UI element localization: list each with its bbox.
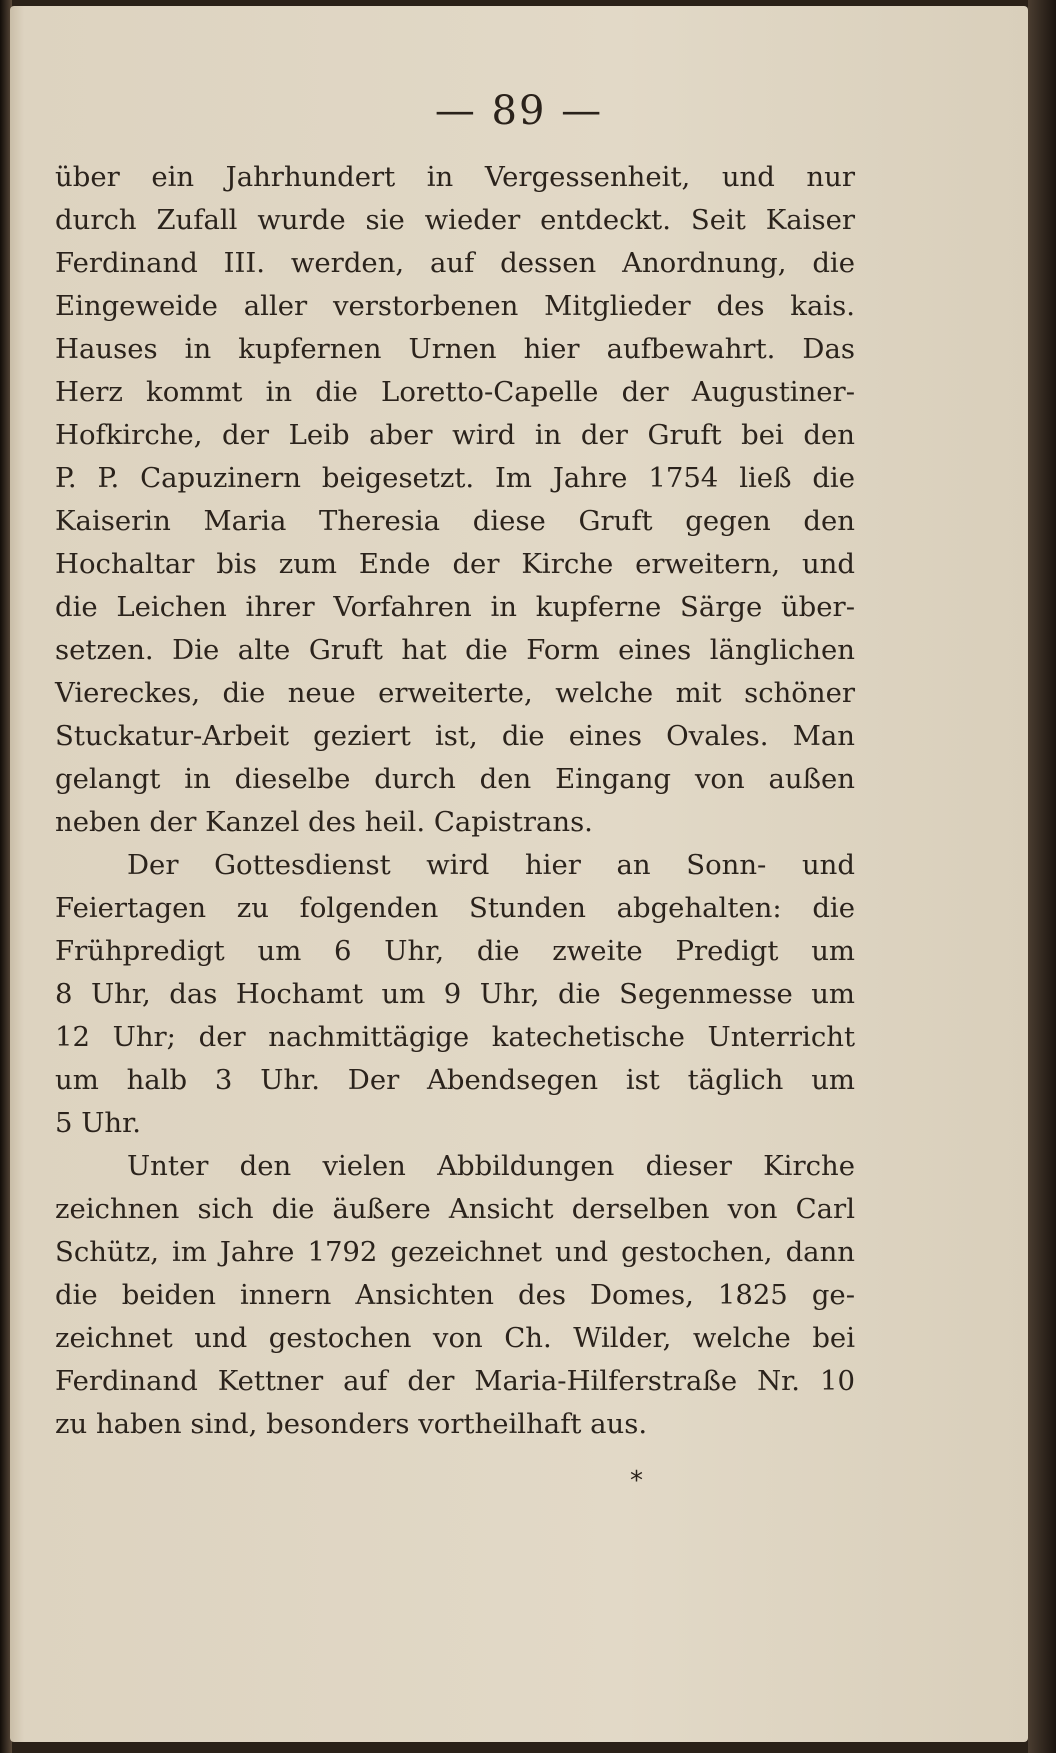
text-line: Viereckes, die neue erweiterte, welche mit schöner [55,677,855,709]
text-line: gelangt in dieselbe durch den Eingang von außen [55,763,855,795]
text-line: Hochaltar bis zum Ende der Kirche erweitern, und [55,548,855,580]
page-number: — 89 — [434,88,604,134]
text-line: Ferdinand III. werden, auf dessen Anordnung, die [55,247,855,279]
text-line: Feiertagen zu folgenden Stunden abgehalten: die [55,892,855,924]
asterisk-mark: * [630,1466,643,1496]
text-line: 12 Uhr; der nachmittägige katechetische Unterricht [55,1021,855,1053]
text-line: Unter den vielen Abbildungen dieser Kirche [127,1150,855,1182]
page-body-text [55,156,855,1446]
text-line: durch Zufall wurde sie wieder entdeckt. Seit Kaiser [55,204,855,236]
text-line: die beiden innern Ansichten des Domes, 1825 ge- [55,1279,855,1311]
text-line: zeichnet und gestochen von Ch. Wilder, welche bei [55,1322,855,1354]
book-page [10,6,1028,1742]
text-line: zu haben sind, besonders vortheilhaft aus. [55,1408,648,1440]
text-line: Ferdinand Kettner auf der Maria-Hilferstraße Nr. 10 [55,1365,855,1397]
text-line: 5 Uhr. [55,1107,141,1139]
book-page-edge [1028,0,1056,1753]
text-line: über ein Jahrhundert in Vergessenheit, und nur [55,161,855,193]
text-line: P. P. Capuzinern beigesetzt. Im Jahre 1754 ließ die [55,462,855,494]
text-line: Der Gottesdienst wird hier an Sonn- und [127,849,855,881]
text-line: Hofkirche, der Leib aber wird in der Gruft bei den [55,419,855,451]
text-line: Frühpredigt um 6 Uhr, die zweite Predigt um [55,935,855,967]
text-line: Schütz, im Jahre 1792 gezeichnet und gestochen, dann [55,1236,855,1268]
text-line: Kaiserin Maria Theresia diese Gruft gegen den [55,505,855,537]
text-line: die Leichen ihrer Vorfahren in kupferne Särge über- [55,591,855,623]
text-line: Herz kommt in die Loretto-Capelle der Augustiner- [55,376,855,408]
text-line: neben der Kanzel des heil. Capistrans. [55,806,593,838]
text-line: zeichnen sich die äußere Ansicht derselben von Carl [55,1193,855,1225]
text-line: setzen. Die alte Gruft hat die Form eines länglichen [55,634,855,666]
text-line: Eingeweide aller verstorbenen Mitglieder des kais. [55,290,855,322]
text-line: um halb 3 Uhr. Der Abendsegen ist täglich um [55,1064,855,1096]
text-line: Stuckatur-Arbeit geziert ist, die eines Ovales. Man [55,720,855,752]
text-line: Hauses in kupfernen Urnen hier aufbewahrt. Das [55,333,855,365]
text-line: 8 Uhr, das Hochamt um 9 Uhr, die Segenmesse um [55,978,855,1010]
